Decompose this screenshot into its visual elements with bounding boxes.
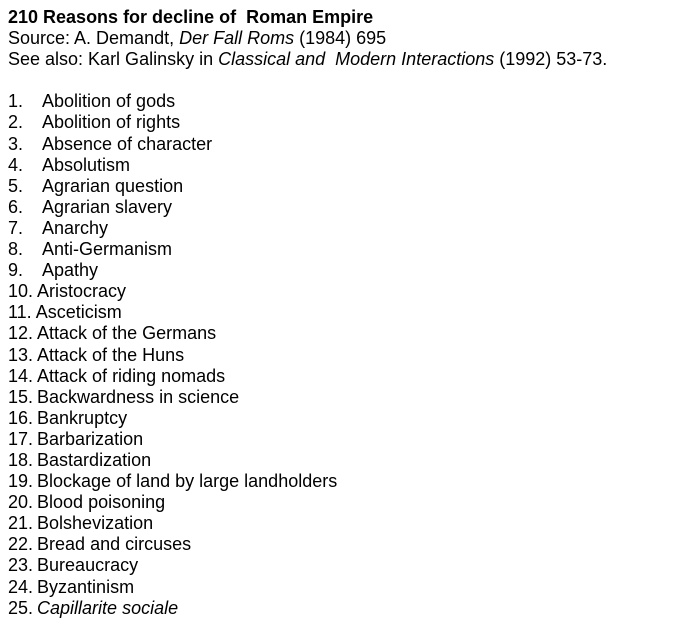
item-text: Attack of the Germans (37, 323, 217, 344)
item-number: 19. (8, 471, 34, 492)
list-item (8, 598, 680, 619)
item-text: Apathy (42, 260, 99, 281)
list-item (8, 155, 680, 176)
reasons-list (8, 91, 680, 618)
list-item (8, 218, 680, 239)
see-also-prefix: See also: Karl Galinsky in (8, 49, 219, 70)
item-text: Attack of riding nomads (37, 365, 226, 386)
item-number: 3. (8, 133, 24, 154)
item-number: 7. (8, 217, 24, 238)
list-item (8, 112, 680, 133)
item-text: Barbarization (37, 428, 144, 449)
list-item (8, 345, 680, 366)
item-number: 8. (8, 239, 24, 260)
item-number: 14. (8, 365, 34, 386)
list-item (8, 176, 680, 197)
source-line (8, 28, 680, 49)
list-item (8, 197, 680, 218)
item-number: 9. (8, 260, 24, 281)
item-text: Bastardization (37, 449, 152, 470)
source-book-title: Der Fall Roms (179, 28, 295, 49)
item-text: Anarchy (42, 217, 109, 238)
document (8, 7, 680, 619)
list-item (8, 429, 680, 450)
item-text: Blockage of land by large landholders (37, 471, 338, 492)
document-title: 210 Reasons for decline of Roman Empire (8, 7, 374, 27)
source-prefix: Source: A. Demandt, (8, 28, 180, 49)
item-number: 12. (8, 323, 34, 344)
item-text: Asceticism (35, 302, 122, 323)
spacer (8, 70, 680, 91)
item-text: Agrarian slavery (42, 196, 173, 217)
item-number: 6. (8, 196, 24, 217)
list-item (8, 281, 680, 302)
source-suffix: (1984) 695 (294, 28, 387, 49)
item-number: 20. (8, 492, 34, 513)
item-text: Backwardness in science (37, 386, 240, 407)
item-text: Absence of character (42, 133, 213, 154)
item-text: Bureaucracy (37, 555, 139, 576)
list-item (8, 134, 680, 155)
see-also-suffix: (1992) 53-73. (494, 49, 608, 70)
item-number: 11. (8, 302, 32, 323)
item-number: 1. (8, 91, 24, 112)
list-item (8, 450, 680, 471)
item-text: Absolutism (42, 154, 131, 175)
item-number: 5. (8, 175, 24, 196)
item-text: Capillarite sociale (37, 597, 179, 618)
item-number: 13. (8, 344, 34, 365)
item-text: Abolition of rights (42, 112, 181, 133)
item-number: 10. (8, 281, 34, 302)
item-number: 22. (8, 534, 34, 555)
item-number: 4. (8, 154, 24, 175)
list-item (8, 323, 680, 344)
item-number: 2. (8, 112, 24, 133)
item-text: Bread and circuses (37, 534, 192, 555)
item-number: 25. (8, 597, 34, 618)
item-text: Attack of the Huns (37, 344, 185, 365)
item-number: 24. (8, 576, 34, 597)
list-item (8, 302, 680, 323)
item-text: Aristocracy (37, 281, 127, 302)
list-item (8, 534, 680, 555)
list-item (8, 91, 680, 112)
item-number: 18. (8, 449, 34, 470)
item-number: 17. (8, 428, 34, 449)
item-text: Bankruptcy (37, 407, 128, 428)
item-text: Blood poisoning (37, 492, 166, 513)
item-text: Byzantinism (37, 576, 135, 597)
item-number: 15. (8, 386, 34, 407)
list-item (8, 366, 680, 387)
see-also-book-title: Classical and Modern Interactions (218, 49, 495, 70)
item-text: Agrarian question (42, 175, 184, 196)
item-text: Abolition of gods (42, 91, 176, 112)
see-also-line (8, 49, 680, 70)
list-item (8, 387, 680, 408)
item-number: 23. (8, 555, 34, 576)
list-item (8, 492, 680, 513)
list-item (8, 260, 680, 281)
item-number: 16. (8, 407, 34, 428)
list-item (8, 408, 680, 429)
list-item (8, 239, 680, 260)
list-item (8, 555, 680, 576)
list-item (8, 577, 680, 598)
item-text: Anti-Germanism (42, 239, 173, 260)
list-item (8, 513, 680, 534)
list-item (8, 471, 680, 492)
item-text: Bolshevization (37, 513, 154, 534)
item-number: 21. (8, 513, 34, 534)
